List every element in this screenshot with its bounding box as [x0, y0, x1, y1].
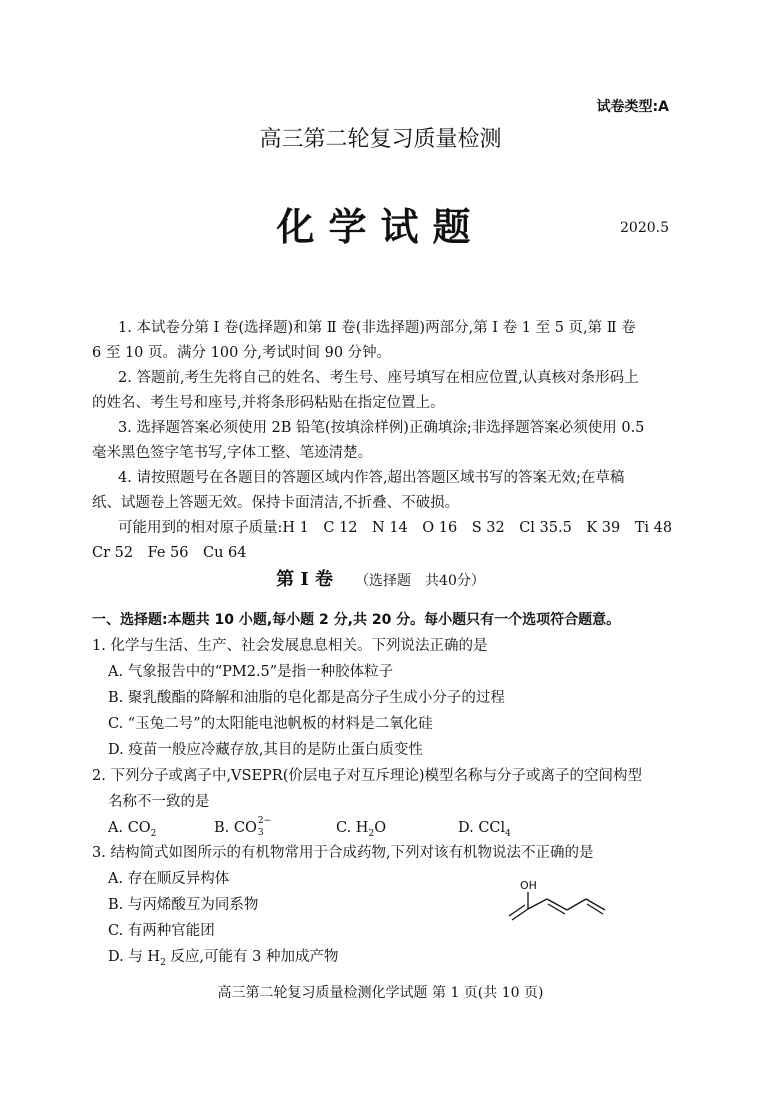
- option-d-text-end: 反应,可能有 3 种加成产物: [165, 949, 339, 965]
- bond-c3-c4: [567, 899, 586, 910]
- bond-c4-c5-double-2: [587, 904, 603, 914]
- instruction-line: 1. 本试卷分第 Ⅰ 卷(选择题)和第 Ⅱ 卷(非选择题)两部分,第 Ⅰ 卷 1 至 5 页,第 Ⅱ 卷: [118, 320, 636, 336]
- hydroxyl-label: OH: [520, 879, 537, 892]
- section-title: [0, 565, 761, 591]
- option-d-text: D. 与 H: [108, 949, 161, 965]
- option-a: [108, 818, 156, 844]
- bond-c-o-double-1: [512, 909, 528, 920]
- option-b: B. 与丙烯酸互为同系物: [108, 897, 259, 913]
- paper-type-label: 试卷类型:A: [596, 99, 669, 115]
- instruction-line: 的姓名、考生号和座号,并将条形码粘贴在指定位置上。: [92, 395, 445, 411]
- bond-c1-c2: [528, 899, 547, 909]
- exam-title: 化学试题: [276, 204, 485, 249]
- option-a-text: A. CO: [108, 820, 151, 836]
- bond-c2-c3-double-2: [548, 904, 565, 914]
- option-c-text: C. H: [336, 820, 369, 836]
- instruction-line: 4. 请按照题号在各题目的答题区域内作答,超出答题区域书写的答案无效;在草稿: [118, 470, 625, 486]
- question-stem: 2. 下列分子或离子中,VSEPR(价层电子对互斥理论)模型名称与分子或离子的空间构型: [92, 768, 643, 784]
- atomic-mass-line: 可能用到的相对原子质量:H 1 C 12 N 14 O 16 S 32 Cl 35.5 K 39 Ti 48: [118, 520, 673, 536]
- part-one-heading: 一、选择题:本题共 10 小题,每小题 2 分,共 20 分。每小题只有一个选项符合题意。: [92, 612, 621, 628]
- subscript: 2: [160, 957, 166, 968]
- superscript: 2−: [257, 816, 272, 826]
- option-b: [214, 818, 275, 838]
- option-a: A. 气象报告中的“PM2.5”是指一种胶体粒子: [108, 664, 394, 680]
- exam-subtitle: 高三第二轮复习质量检测: [259, 127, 502, 152]
- option-b-text: B. CO: [214, 820, 257, 836]
- atomic-mass-line: Cr 52 Fe 56 Cu 64: [92, 545, 247, 561]
- option-c: C. 有两种官能团: [108, 923, 215, 939]
- question-stem-continued: 名称不一致的是: [108, 794, 210, 810]
- section-name: 第 Ⅰ 卷: [276, 569, 334, 590]
- option-d: [108, 947, 339, 973]
- subscript: 3: [257, 828, 264, 838]
- instruction-line: 2. 答题前,考生先将自己的姓名、考生号、座号填写在相应位置,认真核对条形码上: [118, 370, 639, 386]
- bond-c-o-double-2: [509, 905, 525, 916]
- question-stem: 1. 化学与生活、生产、社会发展息息相关。下列说法正确的是: [92, 638, 488, 654]
- subscript: 2: [150, 828, 157, 839]
- instruction-line: 纸、试题卷上答题无效。保持卡面清洁,不折叠、不破损。: [92, 495, 460, 511]
- instruction-line: 3. 选择题答案必须使用 2B 铅笔(按填涂样例)正确填涂;非选择题答案必须使用 0.5: [118, 420, 645, 436]
- option-a: A. 存在顺反异构体: [108, 871, 230, 887]
- question-stem: 3. 结构简式如图所示的有机物常用于合成药物,下列对该有机物说法不正确的是: [92, 845, 594, 861]
- section-subtitle: （选择题 共40分）: [355, 573, 485, 589]
- option-d-text: D. CCl: [458, 820, 506, 836]
- option-d: D. 疫苗一般应冷藏存放,其目的是防止蛋白质变性: [108, 742, 423, 758]
- subscript: 4: [505, 828, 511, 839]
- option-c-text-end: O: [374, 820, 387, 836]
- option-d: [458, 818, 511, 844]
- option-b: B. 聚乳酸酯的降解和油脂的皂化都是高分子生成小分子的过程: [108, 690, 505, 706]
- option-c: [336, 818, 386, 844]
- option-c: C. “玉兔二号”的太阳能电池帆板的材料是二氧化硅: [108, 716, 433, 732]
- subscript: 2: [368, 828, 375, 839]
- instruction-line: 毫米黑色签字笔书写,字体工整、笔迹清楚。: [92, 445, 373, 461]
- page-footer: 高三第二轮复习质量检测化学试题 第 1 页(共 10 页): [217, 985, 544, 1001]
- exam-date: 2020.5: [620, 220, 669, 236]
- structural-formula-diagram: [490, 872, 610, 932]
- instruction-line: 6 至 10 页。满分 100 分,考试时间 90 分钟。: [92, 345, 392, 361]
